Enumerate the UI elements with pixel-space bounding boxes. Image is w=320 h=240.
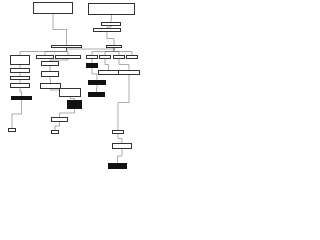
flow-node xyxy=(113,55,125,59)
flow-node xyxy=(88,80,106,85)
connector-n_r_top_3-n_r_mid_2 xyxy=(119,59,129,70)
connector-n_r_dark_2-n_r_dark_3 xyxy=(97,85,98,92)
flow-node xyxy=(10,55,30,65)
flow-node xyxy=(33,2,73,14)
flowchart-diagram xyxy=(0,0,149,198)
flow-node xyxy=(108,163,127,169)
flow-node xyxy=(41,61,59,66)
connector-n_bottom_3-n_bottom_4 xyxy=(118,134,122,143)
flow-node xyxy=(11,96,32,100)
flow-node xyxy=(86,63,98,68)
connector-n_r_dark_1-n_r_dark_2 xyxy=(92,68,97,80)
flow-node xyxy=(126,55,138,59)
flow-node xyxy=(10,68,30,73)
flow-node xyxy=(40,83,61,89)
flow-node xyxy=(41,71,59,77)
flow-node xyxy=(101,22,121,26)
flow-node xyxy=(8,128,16,132)
flow-node xyxy=(112,130,124,134)
flow-node xyxy=(86,55,98,59)
flow-node xyxy=(106,45,122,48)
connector-n_top_right-n_right_a xyxy=(111,15,112,22)
flow-node xyxy=(88,3,135,15)
flow-node xyxy=(98,70,119,75)
flow-node xyxy=(112,143,132,149)
flow-node xyxy=(10,83,30,88)
flow-node xyxy=(51,45,82,48)
connector-n_bottom_1-n_bottom_2 xyxy=(55,122,60,130)
connector-n_center_band-n_mid_1 xyxy=(45,48,67,55)
flow-node xyxy=(55,55,81,59)
flow-node xyxy=(51,117,68,122)
flow-node xyxy=(36,55,54,59)
connector-n_top_left-n_center_band xyxy=(53,14,67,45)
connector-n_left_4-n_left_dark xyxy=(20,88,22,96)
flow-node xyxy=(99,55,111,59)
connector-n_right_band-n_r_top_4 xyxy=(114,48,132,55)
connector-n_bottom_4-n_bottom_dark xyxy=(118,149,123,163)
flow-node xyxy=(93,28,121,32)
connector-n_r_top_2-n_r_mid_1 xyxy=(105,59,109,70)
connector-n_r_mid_2-n_bottom_3 xyxy=(118,75,129,130)
flow-node xyxy=(67,100,82,109)
connector-n_mid_dark-n_bottom_1 xyxy=(60,109,75,117)
flow-node xyxy=(51,130,59,134)
flow-node xyxy=(10,76,30,80)
connector-n_left_dark-n_left_bottom xyxy=(12,100,22,128)
flow-node xyxy=(118,70,140,75)
connector-n_right_b-n_right_band xyxy=(107,32,114,45)
flow-node xyxy=(59,88,81,97)
flow-node xyxy=(88,92,105,97)
